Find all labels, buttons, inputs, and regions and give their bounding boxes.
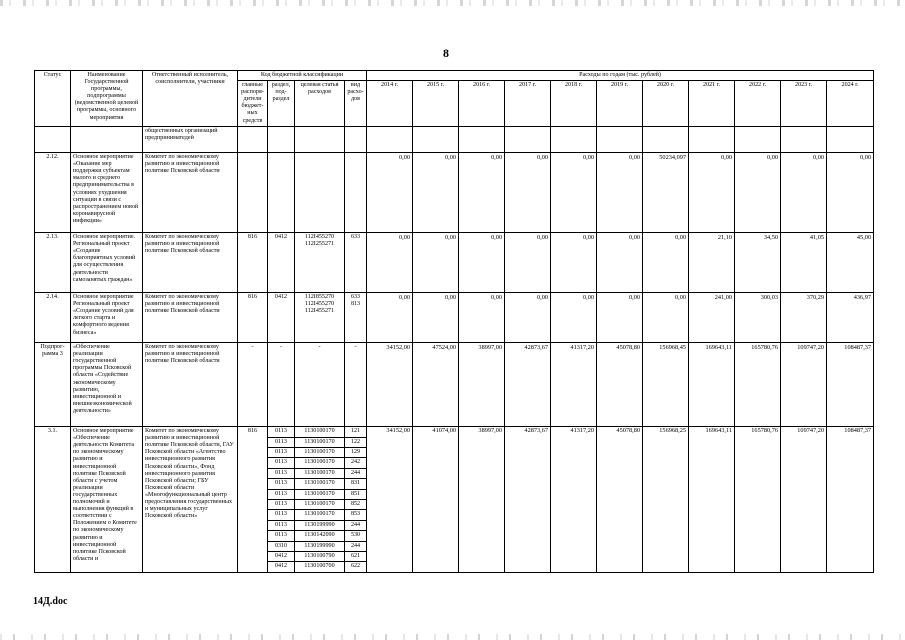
exp-type-cell: 121 xyxy=(345,427,367,437)
header-section: раздел, под-раздел xyxy=(268,81,295,127)
section-cell: 0113 xyxy=(268,437,295,447)
expense-value-cell: 0,00 xyxy=(597,153,643,233)
target-cell: 1130100170 xyxy=(295,427,345,437)
expense-value-cell: 0,00 xyxy=(413,233,459,293)
expense-value-cell: 0,00 xyxy=(551,233,597,293)
grbs-cell: 816 xyxy=(238,427,268,573)
expense-value-cell: 241,00 xyxy=(689,293,735,343)
status-cell: 2.13. xyxy=(35,233,71,293)
target-cell: 1130100790 xyxy=(295,551,345,561)
expense-value-cell: 0,00 xyxy=(459,293,505,343)
section-cell xyxy=(268,153,295,233)
header-year: 2019 г. xyxy=(597,81,643,127)
expense-value-cell: 169643,11 xyxy=(689,427,735,573)
grbs-cell: - xyxy=(238,343,268,427)
header-year: 2016 г. xyxy=(459,81,505,127)
target-cell: 1130142090 xyxy=(295,531,345,541)
section-cell: 0113 xyxy=(268,531,295,541)
expense-value-cell: 0,00 xyxy=(597,233,643,293)
expense-value-cell: 0,00 xyxy=(459,233,505,293)
expense-value-cell xyxy=(781,127,827,153)
budget-table xyxy=(34,70,874,573)
expense-value-cell: 0,00 xyxy=(367,233,413,293)
expense-value-cell: 169643,11 xyxy=(689,343,735,427)
header-target: целевая статья расходов xyxy=(295,81,345,127)
scan-noise-bottom xyxy=(0,634,905,640)
target-cell: 112I455270 112I255271 xyxy=(295,233,345,293)
table-row xyxy=(35,293,874,343)
section-cell: 0412 xyxy=(268,562,295,572)
expense-value-cell: 34,50 xyxy=(735,233,781,293)
expense-value-cell: 0,00 xyxy=(505,233,551,293)
expense-value-cell: 0,00 xyxy=(459,153,505,233)
expense-value-cell: 34152,00 xyxy=(367,343,413,427)
expense-value-cell: 370,29 xyxy=(781,293,827,343)
expense-value-cell: 300,03 xyxy=(735,293,781,343)
expense-value-cell: 0,00 xyxy=(827,153,874,233)
scan-noise-top xyxy=(0,0,905,6)
responsible-cell: Комитет по экономическому развитию и инвестиционной политике Псковской области xyxy=(143,153,238,233)
target-cell xyxy=(295,153,345,233)
header-year: 2014 г. xyxy=(367,81,413,127)
exp-type-cell: 853 xyxy=(345,510,367,520)
target-cell: 1130100170 xyxy=(295,437,345,447)
responsible-cell: общественных организаций предприниматедей xyxy=(143,127,238,153)
target-cell: 1130100170 xyxy=(295,468,345,478)
expense-value-cell: 0,00 xyxy=(781,153,827,233)
expense-value-cell: 0,00 xyxy=(735,153,781,233)
header-year: 2023 г. xyxy=(781,81,827,127)
expense-value-cell: 45078,80 xyxy=(597,343,643,427)
expense-value-cell: 0,00 xyxy=(643,293,689,343)
table-row xyxy=(35,233,874,293)
status-cell: 2.14. xyxy=(35,293,71,343)
expense-value-cell: 50234,097 xyxy=(643,153,689,233)
exp-type-cell: 122 xyxy=(345,437,367,447)
status-cell xyxy=(35,127,71,153)
expense-value-cell: 0,00 xyxy=(505,153,551,233)
section-cell: 0412 xyxy=(268,293,295,343)
expense-value-cell: 109747,20 xyxy=(781,343,827,427)
grbs-cell: 816 xyxy=(238,233,268,293)
exp-type-cell: 244 xyxy=(345,520,367,530)
expense-value-cell xyxy=(505,127,551,153)
expense-value-cell: 41074,00 xyxy=(413,427,459,573)
header-budget-code: Код бюджетной классификации xyxy=(238,71,367,81)
expense-value-cell: 156968,25 xyxy=(643,427,689,573)
section-cell: 0113 xyxy=(268,458,295,468)
section-cell: 0113 xyxy=(268,499,295,509)
expense-value-cell: 0,00 xyxy=(597,293,643,343)
exp-type-cell: 244 xyxy=(345,541,367,551)
header-status: Статус xyxy=(35,71,71,127)
expense-value-cell: 0,00 xyxy=(689,153,735,233)
exp-type-cell: 633 xyxy=(345,233,367,293)
expense-value-cell: 0,00 xyxy=(413,153,459,233)
responsible-cell: Комитет по экономическому развитию и инвестиционной политике Псковской области xyxy=(143,293,238,343)
expense-value-cell: 41317,20 xyxy=(551,427,597,573)
expense-value-cell xyxy=(643,127,689,153)
expense-value-cell: 108487,37 xyxy=(827,427,874,573)
expense-value-cell: 41,05 xyxy=(781,233,827,293)
expense-value-cell: 0,00 xyxy=(643,233,689,293)
header-responsible: Ответственный исполнитель, соисполнители, участники xyxy=(143,71,238,127)
header-exp-type: вид расхо-дов xyxy=(345,81,367,127)
target-cell: 1130100170 xyxy=(295,458,345,468)
exp-type-cell: - xyxy=(345,343,367,427)
exp-type-cell: 622 xyxy=(345,562,367,572)
expense-value-cell: 38997,00 xyxy=(459,343,505,427)
target-cell: 1130100170 xyxy=(295,489,345,499)
name-cell xyxy=(71,127,143,153)
exp-type-cell xyxy=(345,153,367,233)
status-cell: Подпрог-рамма 3 xyxy=(35,343,71,427)
section-cell: 0113 xyxy=(268,489,295,499)
exp-type-cell: 633 813 xyxy=(345,293,367,343)
expense-value-cell: 165780,76 xyxy=(735,343,781,427)
grbs-cell xyxy=(238,127,268,153)
exp-type-cell: 852 xyxy=(345,499,367,509)
document-filename: 14Д.doc xyxy=(33,596,68,607)
expense-value-cell xyxy=(689,127,735,153)
section-cell: 0113 xyxy=(268,520,295,530)
header-year: 2020 г. xyxy=(643,81,689,127)
section-cell: 0412 xyxy=(268,233,295,293)
expense-value-cell xyxy=(551,127,597,153)
header-year: 2017 г. xyxy=(505,81,551,127)
target-cell: 112I855270 112I455270 112I455271 xyxy=(295,293,345,343)
expense-value-cell: 21,10 xyxy=(689,233,735,293)
header-year: 2015 г. xyxy=(413,81,459,127)
section-cell: 0113 xyxy=(268,510,295,520)
status-cell: 2.12. xyxy=(35,153,71,233)
exp-type-cell: 621 xyxy=(345,551,367,561)
name-cell: Основное мероприятие. Региональный проект «Создание благоприятных условий для осуществления деятельности самозанятых граждан» xyxy=(71,233,143,293)
responsible-cell: Комитет по экономическому развитию и инвестиционной политике Псковской области xyxy=(143,343,238,427)
expense-value-cell: 0,00 xyxy=(505,293,551,343)
expense-value-cell xyxy=(735,127,781,153)
expense-value-cell: 0,00 xyxy=(367,153,413,233)
target-cell: 1130199990 xyxy=(295,520,345,530)
exp-type-cell: 242 xyxy=(345,458,367,468)
expense-value-cell: 109747,20 xyxy=(781,427,827,573)
table-header-row-1 xyxy=(35,71,874,81)
header-year: 2024 г. xyxy=(827,81,874,127)
expense-value-cell: 108487,37 xyxy=(827,343,874,427)
exp-type-cell: 851 xyxy=(345,489,367,499)
table-row xyxy=(35,343,874,427)
name-cell: Основное мероприятие «Обеспечение деятельности Комитета по экономическому развитию и инвестиционной политике Псковской области с учетом реализации государственных полномочий и выполнения функций в соответствии с Положением о Комитете по экономическому развитию и инвестиционной политике Псковской области и xyxy=(71,427,143,573)
target-cell: 1130100700 xyxy=(295,562,345,572)
target-cell: 1130100170 xyxy=(295,447,345,457)
expense-value-cell: 0,00 xyxy=(551,153,597,233)
header-expenses: Расходы по годам (тыс. рублей) xyxy=(367,71,874,81)
target-cell: 1130199990 xyxy=(295,541,345,551)
target-cell: 1130100170 xyxy=(295,510,345,520)
section-cell: 0113 xyxy=(268,427,295,437)
expense-value-cell: 45078,80 xyxy=(597,427,643,573)
target-cell xyxy=(295,127,345,153)
target-cell: - xyxy=(295,343,345,427)
section-cell: 0310 xyxy=(268,541,295,551)
responsible-cell: Комитет по экономическому развитию и инвестиционной политике Псковской области, ГАУ Псковской области «Агентство инвестиционного развития Псковской области», Фонд инвестиционного развития Псковской области; ГБУ Псковской области «Многофункциональный центр предоставления государственных и муниципальных услуг Псковской области» xyxy=(143,427,238,573)
target-cell: 1130100170 xyxy=(295,499,345,509)
expense-value-cell: 38997,00 xyxy=(459,427,505,573)
table-row xyxy=(35,153,874,233)
exp-type-cell: 244 xyxy=(345,468,367,478)
expense-value-cell xyxy=(459,127,505,153)
section-cell: 0113 xyxy=(268,447,295,457)
responsible-cell: Комитет по экономическому развитию и инвестиционной политике Псковской области xyxy=(143,233,238,293)
grbs-cell xyxy=(238,153,268,233)
exp-type-cell: 129 xyxy=(345,447,367,457)
expense-value-cell xyxy=(597,127,643,153)
section-cell: 0412 xyxy=(268,551,295,561)
expense-value-cell: 165780,76 xyxy=(735,427,781,573)
name-cell: «Обеспечение реализации государственной программы Псковской области «Содействие экономическому развитию, инвестиционной и внешнеэкономической деятельности» xyxy=(71,343,143,427)
grbs-cell: 816 xyxy=(238,293,268,343)
expense-value-cell: 41317,20 xyxy=(551,343,597,427)
expense-value-cell xyxy=(413,127,459,153)
page-number: 8 xyxy=(443,46,449,60)
section-cell xyxy=(268,127,295,153)
table-row xyxy=(35,427,874,437)
section-cell: - xyxy=(268,343,295,427)
exp-type-cell: 530 xyxy=(345,531,367,541)
section-cell: 0113 xyxy=(268,468,295,478)
expense-value-cell: 34152,00 xyxy=(367,427,413,573)
target-cell: 1130100170 xyxy=(295,479,345,489)
exp-type-cell: 831 xyxy=(345,479,367,489)
header-year: 2018 г. xyxy=(551,81,597,127)
expense-value-cell xyxy=(827,127,874,153)
header-name: Наименование Государственной программы, подпрограммы (ведомственной целевой программы, основного мероприятия xyxy=(71,71,143,127)
expense-value-cell: 436,97 xyxy=(827,293,874,343)
exp-type-cell xyxy=(345,127,367,153)
expense-value-cell: 42873,67 xyxy=(505,427,551,573)
header-year: 2021 г. xyxy=(689,81,735,127)
status-cell: 3.1. xyxy=(35,427,71,573)
expense-value-cell: 0,00 xyxy=(551,293,597,343)
expense-value-cell: 156968,45 xyxy=(643,343,689,427)
header-grbs: главные распоря-дители бюджет-ных средств xyxy=(238,81,268,127)
expense-value-cell: 0,00 xyxy=(367,293,413,343)
expense-value-cell xyxy=(367,127,413,153)
header-year: 2022 г. xyxy=(735,81,781,127)
name-cell: Основное мероприятие Региональный проект «Создание условий для легкого старта и комфортного ведения бизнеса» xyxy=(71,293,143,343)
expense-value-cell: 45,00 xyxy=(827,233,874,293)
expense-value-cell: 0,00 xyxy=(413,293,459,343)
table-row xyxy=(35,127,874,153)
section-cell: 0113 xyxy=(268,479,295,489)
name-cell: Основное мероприятие «Оказание мер поддержки субъектам малого и среднего предпринимательства в условиях ухудшения ситуации в связи с распространением новой коронавирусной инфекции» xyxy=(71,153,143,233)
expense-value-cell: 47524,00 xyxy=(413,343,459,427)
expense-value-cell: 42873,67 xyxy=(505,343,551,427)
